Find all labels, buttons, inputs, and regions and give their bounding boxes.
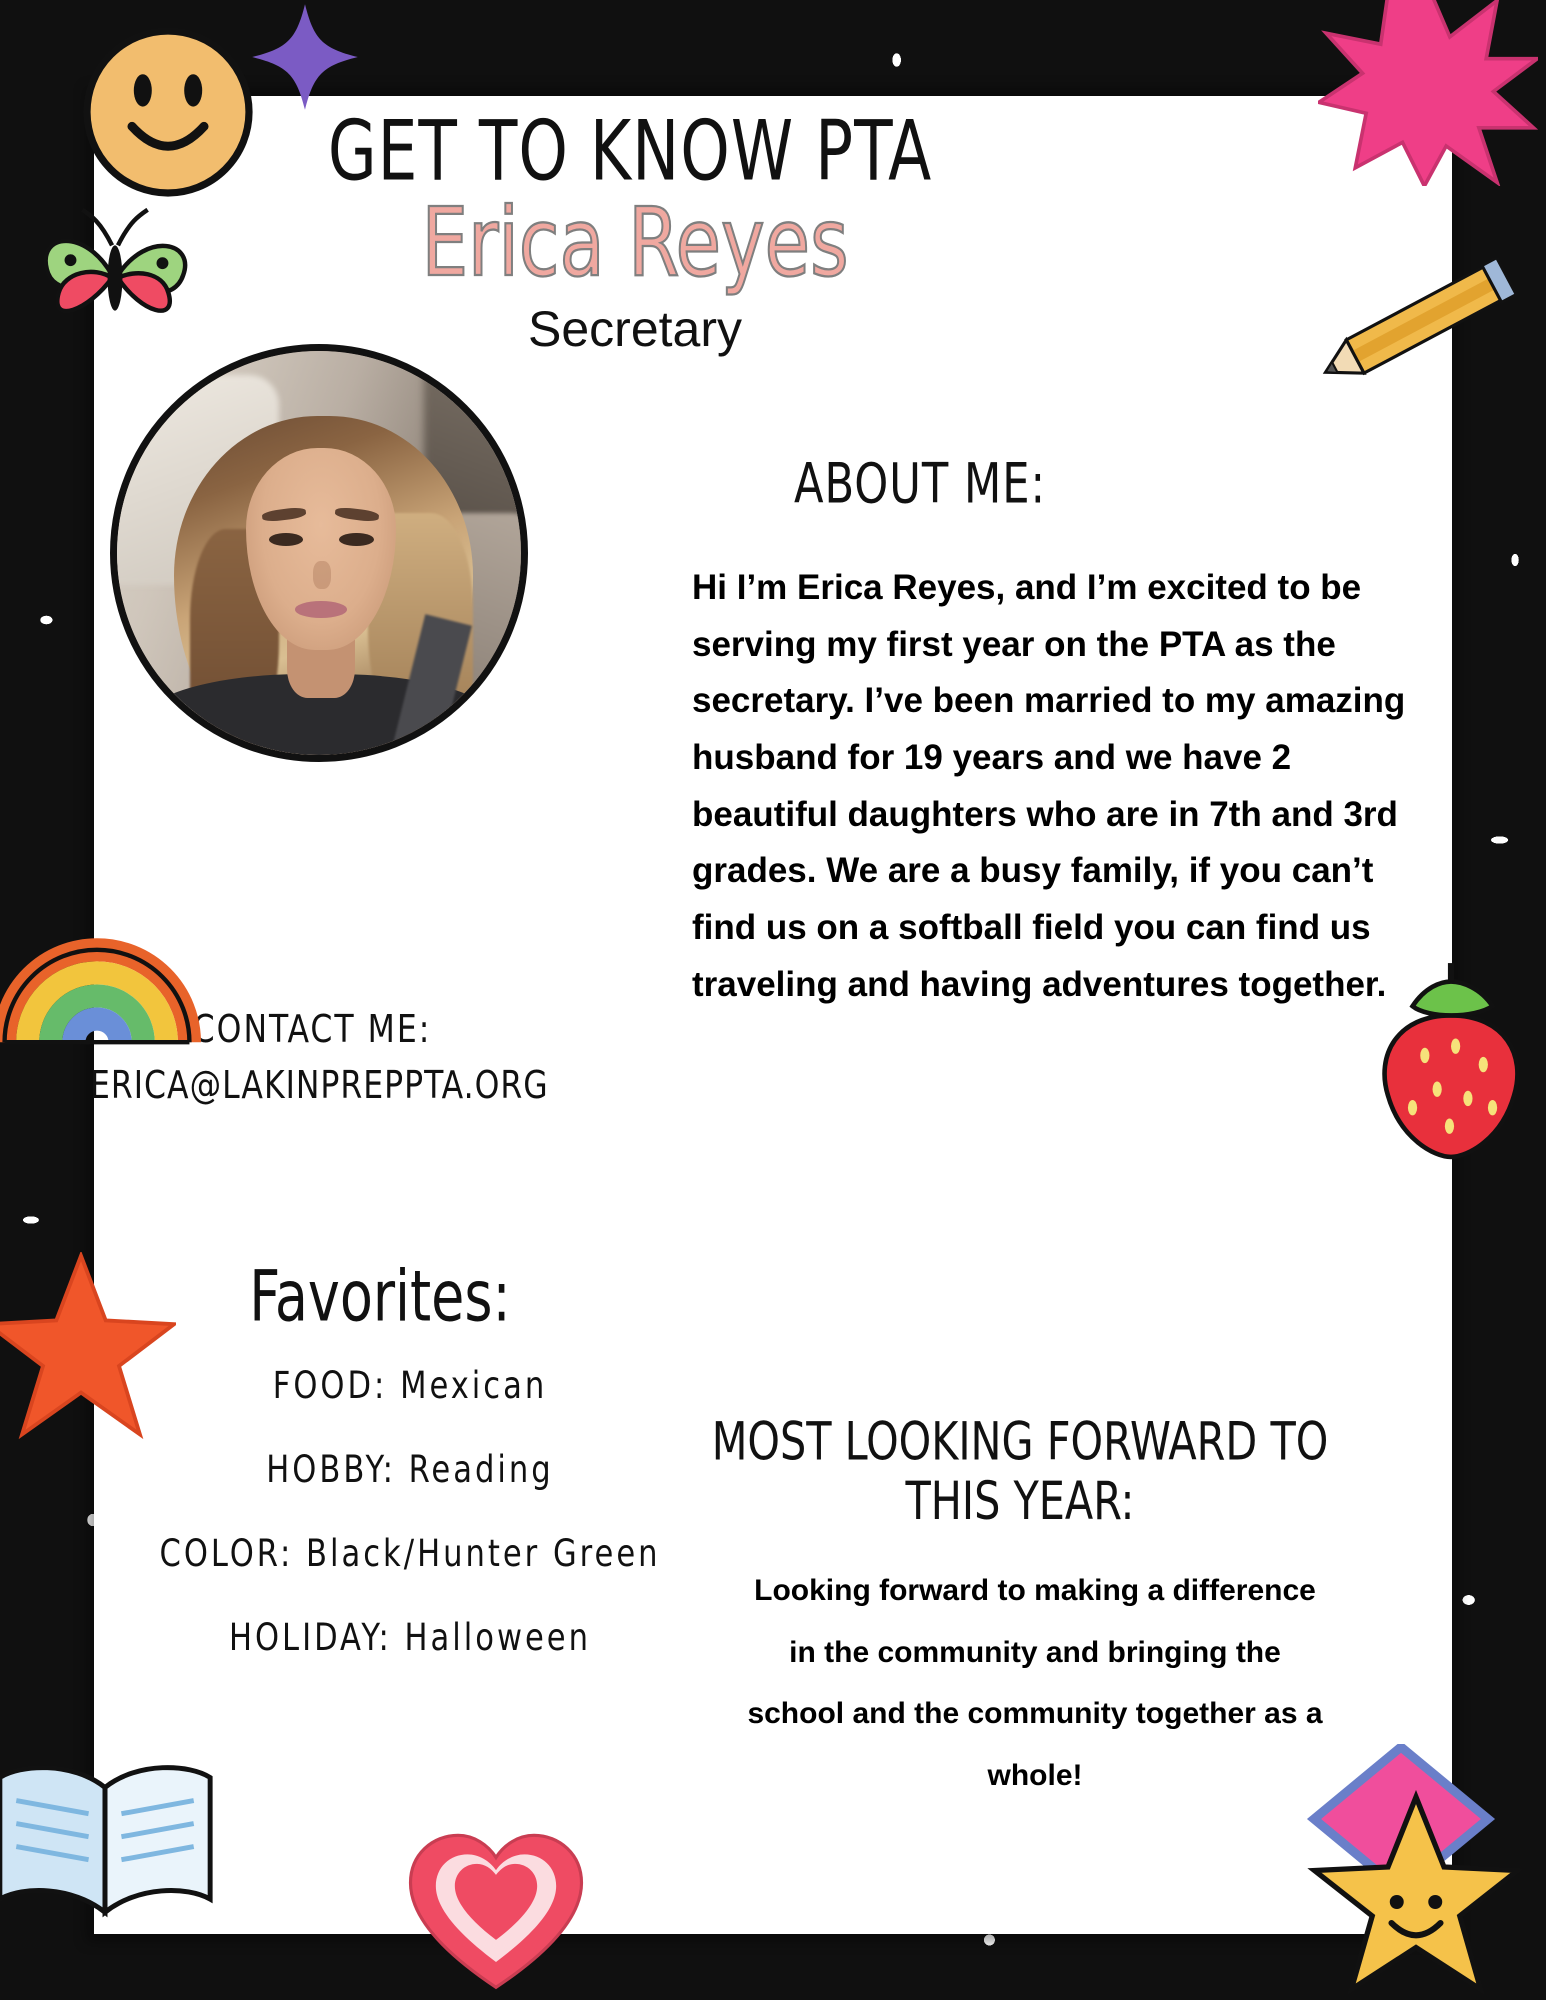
looking-forward-heading [710, 1410, 1330, 1531]
person-role: Secretary [528, 301, 742, 357]
list-item: FOOD: Mexican [272, 1364, 548, 1408]
smiley-face-sticker [78, 22, 258, 202]
orange-star-sticker [0, 1252, 176, 1442]
contact-email[interactable]: ERICA@LAKINPREPPTA.ORG [90, 1064, 549, 1108]
list-item: COLOR: Black/Hunter Green [159, 1532, 661, 1576]
hearts-sticker [396, 1810, 596, 2000]
rainbow-sticker [0, 918, 202, 1048]
person-name: Erica Reyes [421, 188, 849, 299]
favorites-heading: Favorites: [249, 1255, 511, 1339]
butterfly-sticker [26, 200, 204, 350]
looking-forward-heading-line1: MOST LOOKING FORWARD TO [711, 1410, 1329, 1473]
list-item: HOBBY: Reading [266, 1448, 554, 1492]
contact-label: CONTACT ME: [192, 1008, 432, 1052]
looking-forward-heading-line2: THIS YEAR: [905, 1469, 1135, 1531]
pink-burst-sticker [1318, 0, 1538, 186]
pencil-sticker [1296, 258, 1526, 398]
purple-star-sticker [250, 2, 360, 112]
list-item: HOLIDAY: Halloween [228, 1616, 592, 1660]
about-heading: ABOUT ME: [793, 451, 1047, 517]
strawberry-sticker [1366, 960, 1536, 1160]
favorites-list [100, 1366, 720, 1702]
open-book-sticker [0, 1740, 220, 1940]
about-body: Hi I’m Erica Reyes, and I’m excited to be serving my first year on the PTA as the secretary. I’ve been married to my amazing husband for 19 years and we have 2 beautiful daughters who are in 7th and 3rd grades. We are a busy family, if you can’t find us on a softball field you can find us traveling and having adventures together. [692, 568, 1406, 1004]
smiling-star-sticker [1306, 1790, 1526, 2000]
avatar [110, 344, 528, 762]
portrait-photo [117, 351, 521, 755]
photo-nose [313, 561, 331, 589]
photo-eye-left [269, 533, 303, 546]
page-title: GET TO KNOW PTA [327, 102, 933, 200]
photo-eye-right [339, 533, 373, 546]
looking-forward-body: Looking forward to making a difference in the community and bringing the school and the community together as a whole! [747, 1574, 1323, 1792]
